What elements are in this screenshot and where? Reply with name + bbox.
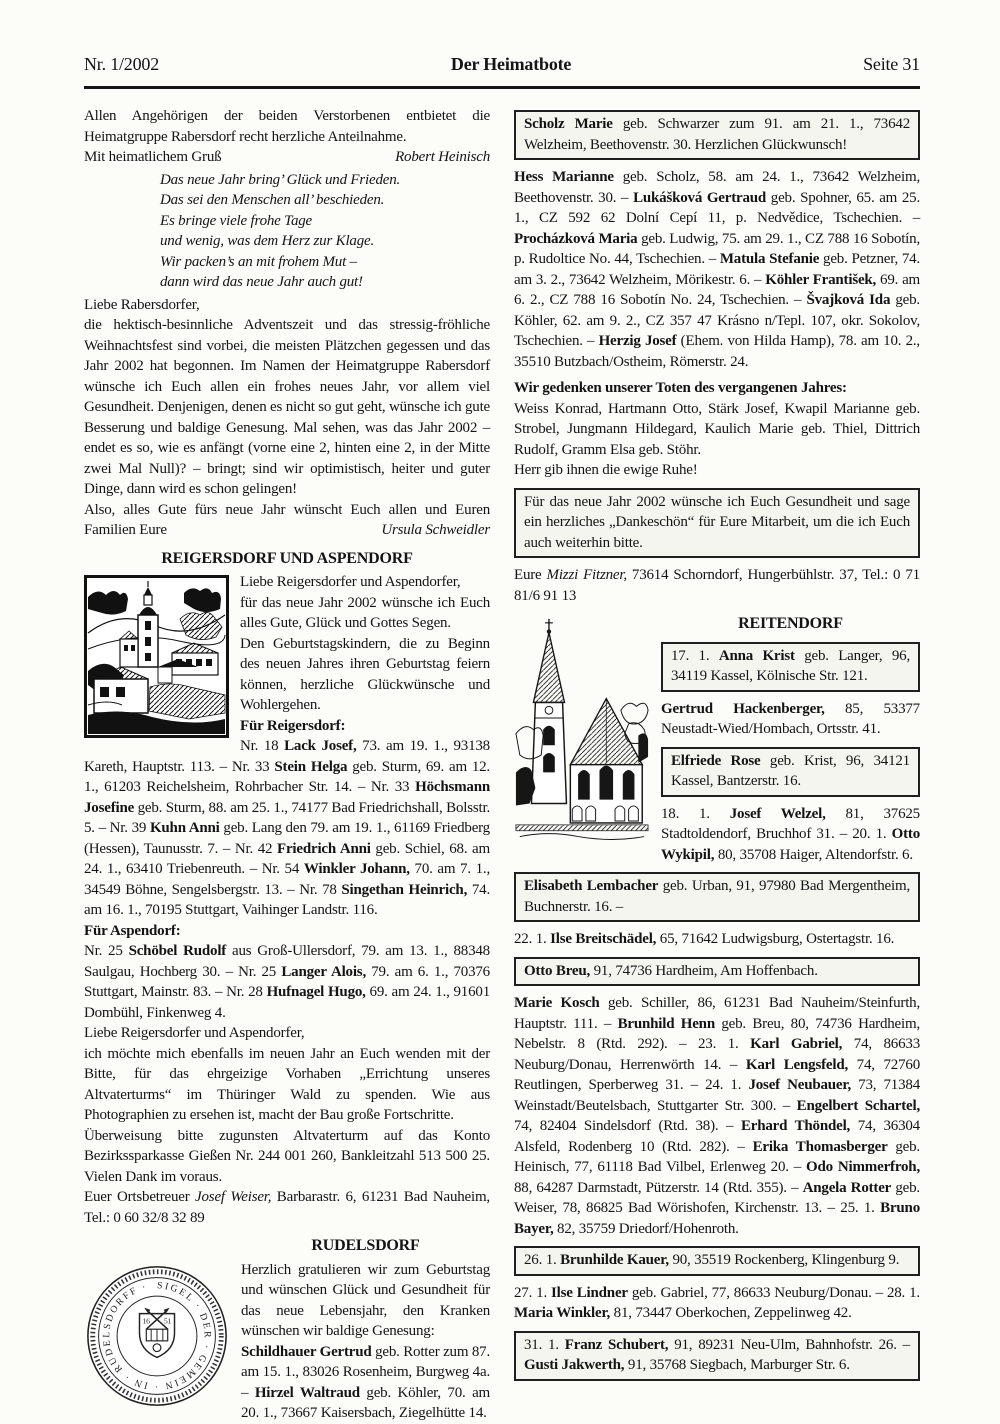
svg-text:51: 51	[163, 1315, 172, 1325]
lembacher-box: Elisabeth Lembacher geb. Urban, 91, 97980 Bad Mergentheim, Buchnerstr. 16. –	[514, 872, 920, 922]
reigersdorf-intro-3: Den Geburtstagskindern, die zu Beginn des neuen Jahres ihren Geburtstag feiern können, herzliche Glückwünsche und Wohlergehen.	[240, 635, 490, 713]
toten-names: Weiss Konrad, Hartmann Otto, Stärk Josef, Kwapil Marianne geb. Strobel, Jungmann Hildegard, Kaulich Marie geb. Thiel, Dittrich Rudolf, Gramm Elsa geb. Stöhr.	[514, 400, 920, 458]
reigersdorf-salutation-2: Liebe Reigersdorfer und Aspendorfer,	[84, 1025, 305, 1041]
thanks-box: Für das neue Jahr 2002 wünsche ich Euch Gesundheit und sage ein herzliches „Dankeschön“ für Eure Mitarbeit, um die ich Euch auch weiterhin bitte.	[514, 488, 920, 559]
rose-box: Elfriede Rose geb. Krist, 96, 34121 Kassel, Bantzerstr. 16.	[661, 747, 920, 797]
scholz-congratulation-box: Scholz Marie geb. Schwarzer zum 91. am 21. 1., 73642 Welzheim, Beethovenstr. 30. Herzlichen Glückwunsch!	[514, 110, 920, 160]
page-header	[84, 54, 920, 75]
prayer-line: Herr gib ihnen die ewige Ruhe!	[514, 462, 698, 478]
section-heading-reitendorf: REITENDORF	[738, 615, 843, 632]
lindner-winkler-entry: 27. 1. Ilse Lindner geb. Gabriel, 77, 86633 Neuburg/Donau. – 28. 1. Maria Winkler, 81, 73447 Oberkochen, Zeppelinweg 42.	[514, 1284, 920, 1321]
section-heading-reigersdorf: REIGERSDORF UND ASPENDORF	[161, 549, 413, 567]
condolence-paragraph: Allen Angehörigen der beiden Verstorbenen entbietet die Heimatgruppe Rabersdorf recht herzliche Anteilnahme.	[84, 108, 490, 145]
ueberweisung-paragraph: Überweisung bitte zugunsten Altvaterturm auf das Konto Bezirkssparkasse Gießen Nr. 244 001 260, Bankleitzahl 513 500 25. Vielen Dank im voraus.	[84, 1127, 490, 1185]
kosch-list-paragraph: Marie Kosch geb. Schiller, 86, 61231 Bad Nauheim/Steinfurth, Hauptstr. 111. – Brunhild Henn geb. Breu, 80, 74736 Hardheim, Nebelstr. 8 (Rtd. 292). – 23. 1. Karl Gabriel, 74, 86633 Neuburg/Donau, Herrenwörth 14. – Karl Lengsfeld, 74, 72760 Reutlingen, Sperberweg 31. – 24. 1. Josef Neubauer, 73, 71384 Weinstadt/Beutelsbach, Stuttgarter Str. 300. – Engelbert Schartel, 74, 82404 Sindelsdorf (Rtd. 38). – Erhard Thöndel, 74, 36304 Alsfeld, Rodenberg 10 (Rtd. 282). – Erika Thomasberger geb. Heinisch, 77, 61118 Bad Vilbel, Erlenweg 20. – Odo Nimmerfroh, 88, 64287 Darmstadt, Pützerstr. 14 (Rtd. 355). – Angela Rotter geb. Weiser, 78, 86825 Bad Wörishofen, Kirchenstr. 13. – 25. 1. Bruno Bayer, 82, 35759 Driedorf/Hohenroth.	[514, 995, 921, 1237]
svg-text:16: 16	[142, 1315, 150, 1325]
greeting-row	[84, 147, 490, 168]
kauer-box: 26. 1. Brunhilde Kauer, 90, 35519 Rockenberg, Klingenburg 9.	[514, 1246, 920, 1276]
left-column	[84, 106, 490, 1424]
svg-text:SIGEL · DER · GEMEIN · IN · RU: SIGEL · DER · GEMEIN · IN · RUDELSDORFF ·	[101, 1279, 213, 1392]
new-year-poem: Das neue Jahr bring’ Glück und Frieden. Das sei den Menschen all’ beschieden. Es bringe viele frohe Tage und wenig, was dem Herz zur Klage. Wir packen’s an mit frohem Mut – dann wird das neue Jahr auch gut!	[160, 171, 401, 290]
ortsbetreuer-line: Euer Ortsbetreuer Josef Weiser, Barbarastr. 6, 61231 Bad Nauheim, Tel.: 0 60 32/8 32 89	[84, 1189, 490, 1226]
reigersdorf-birthday-list: Nr. 18 Lack Josef, 73. am 19. 1., 93138 Kareth, Hauptstr. 113. – Nr. 33 Stein Helga geb. Sturm, 69. am 12. 1., 61203 Reichelsheim, Rohrbacher Str. 14. – Nr. 33 Höchsmann Josefine geb. Sturm, 88. am 25. 1., 74177 Bad Friedrichshall, Bolsstr. 5. – Nr. 39 Kuhn Anni geb. Lang den 79. am 19. 1., 61169 Friedberg (Hessen), Taunusstr. 7. – Nr. 42 Friedrich Anni geb. Schiel, 68. am 24. 1., 63410 Triebenreuth. – Nr. 54 Winkler Johann, 70. am 7. 1., 34549 Böhne, Sengelsbergstr. 13. – Nr. 78 Singethan Heinrich, 74. am 16. 1., 70195 Stuttgart, Vaihinger Landstr. 116.	[84, 738, 490, 918]
reigersdorf-intro-1: Liebe Reigersdorfer und Aspendorfer,	[240, 574, 461, 590]
church-sketch-image	[514, 617, 650, 862]
toten-heading: Wir gedenken unserer Toten des vergangenen Jahres:	[514, 380, 847, 396]
rudelsdorf-birthday-list: Schildhauer Gertrud geb. Rotter zum 87. am 15. 1., 83026 Rosenheim, Burgweg 4a. – Hirzel Waltraud geb. Köhler, 70. am 20. 1., 73667 Kaisersbach, Ziegelhütte 14.	[241, 1343, 491, 1421]
reigersdorf-section	[84, 572, 490, 1228]
birthday-list-paragraph: Hess Marianne geb. Scholz, 58. am 24. 1., 73642 Welzheim, Beethovenstr. 30. – Lukášková Gertraud geb. Spohner, 65. am 25. 1., CZ 592 62 Dolní Cepí 11, p. Nedvědice, Tschechien. – Procházková Maria geb. Ludwig, 75. am 29. 1., CZ 788 16 Sobotín, p. Rudoltice No. 44, Tschechien. – Matula Stefanie geb. Petzner, 74. am 3. 2., 73642 Welzheim, Mörikestr. 6. – Köhler František, 69. am 6. 2., CZ 788 16 Sobotín No. 24, Tschechien. – Švajková Ida geb. Köhler, 62. am 9. 2., CZ 357 47 Krásno n/Tepl. 107, okr. Sokolov, Tschechien. – Herzig Josef (Ehem. von Hilda Hamp), 78. am 10. 2., 35510 Butzbach/Ostheim, Römerstr. 24.	[514, 169, 920, 370]
rabersdorf-closing: Also, alles Gute fürs neue Jahr wünscht Euch allen und Euren Familien Eure Ursula Schweidler	[84, 500, 490, 541]
section-heading-rudelsdorf: RUDELSDORF	[311, 1237, 420, 1254]
rudelsdorf-section	[84, 1260, 490, 1424]
rabersdorf-signature: Ursula Schweidler	[381, 522, 490, 538]
fitzner-contact-line: Eure Mizzi Fitzner, 73614 Schorndorf, Hungerbühlstr. 37, Tel.: 0 71 81/6 91 13	[514, 567, 920, 604]
hackenberger-entry: Gertrud Hackenberger, 85, 53377 Neustadt-Wied/Hombach, Ortsstr. 41.	[661, 700, 920, 737]
reitendorf-section	[514, 614, 920, 865]
rudelsdorf-intro: Herzlich gratulieren wir zum Geburtstag und wünschen Glück und Gesundheit für das neue Lebensjahr, den Kranken wünschen wir baldige Genesung:	[241, 1261, 490, 1339]
rabersdorf-body: die hektisch-besinnliche Adventszeit und das stressig-fröhliche Weihnachtsfest sind vorbei, die meisten Plätzchen gegessen und das Jahr 2002 hat begonnen. Im Namen der Heimatgruppe Rabersdorf wünsche ich Euch allen ein frohes neues Jahr, vor allem viel Gesundheit. Denjenigen, denen es nicht so gut geht, wünsche ich gute Besserung und baldige Genesung. Mal sehen, was das Jahr 2002 – endet es so, wie es anfängt (vorne eine 2, hinten eine 2, in der Mitte zwei Mal Null)? – bringt; sind wir optimistisch, heiter und guter Dinge, dann wird es schon gelingen!	[84, 317, 490, 497]
page-title: Der Heimatbote	[450, 54, 572, 74]
breu-box: Otto Breu, 91, 74736 Hardheim, Am Hoffenbach.	[514, 957, 920, 987]
altvaterturm-paragraph: ich möchte mich ebenfalls im neuen Jahr an Euch wenden mit der Bitte, für das ehrgeizige Vorhaben „Errichtung unseres Altvaterturms“ im Thüringer Wald zu spenden. Wie aus Photographien zu ersehen ist, macht der Bau große Fortschritte.	[84, 1045, 490, 1123]
rabersdorf-salutation: Liebe Rabersdorfer,	[84, 296, 200, 313]
schubert-jakwerth-box: 31. 1. Franz Schubert, 91, 89231 Neu-Ulm, Bahnhofstr. 26. – Gusti Jakwerth, 91, 35768 Siegbach, Marburger Str. 6.	[514, 1331, 920, 1381]
greeting-signature: Robert Heinisch	[395, 149, 490, 165]
issue-number: Nr. 1/2002	[84, 54, 160, 74]
right-column	[514, 106, 920, 1388]
rudelsdorf-seal-image	[84, 1263, 230, 1416]
aspendorf-birthday-list: Nr. 25 Schöbel Rudolf aus Groß-Ullersdorf, 79. am 13. 1., 88348 Saulgau, Hochberg 30. – Nr. 25 Langer Alois, 79. am 6. 1., 70376 Stuttgart, Mainstr. 83. – Nr. 28 Hufnagel Hugo, 69. am 24. 1., 91601 Dombühl, Finkenweg 4.	[84, 943, 490, 1021]
page-number: Seite 31	[863, 54, 920, 74]
reigersdorf-intro-2: für das neue Jahr 2002 wünsche ich Euch alles Gute, Glück und Gottes Segen.	[240, 594, 490, 631]
village-woodcut-image	[84, 575, 229, 745]
breitschaedel-entry: 22. 1. Ilse Breitschädel, 65, 71642 Ludwigsburg, Ostertagstr. 16.	[514, 931, 895, 947]
header-rule	[84, 86, 920, 89]
aspendorf-list-heading: Für Aspendorf:	[84, 922, 181, 939]
greeting-text: Mit heimatlichem Gruß	[84, 149, 222, 165]
welzel-wykipil-entry: 18. 1. Josef Welzel, 81, 37625 Stadtoldendorf, Bruchhof 31. – 20. 1. Otto Wykipil, 80, 35708 Haiger, Altendorfstr. 6.	[661, 805, 920, 863]
krist-box: 17. 1. Anna Krist geb. Langer, 96, 34119 Kassel, Kölnische Str. 121.	[661, 642, 920, 692]
reigersdorf-list-heading: Für Reigersdorf:	[240, 717, 346, 734]
